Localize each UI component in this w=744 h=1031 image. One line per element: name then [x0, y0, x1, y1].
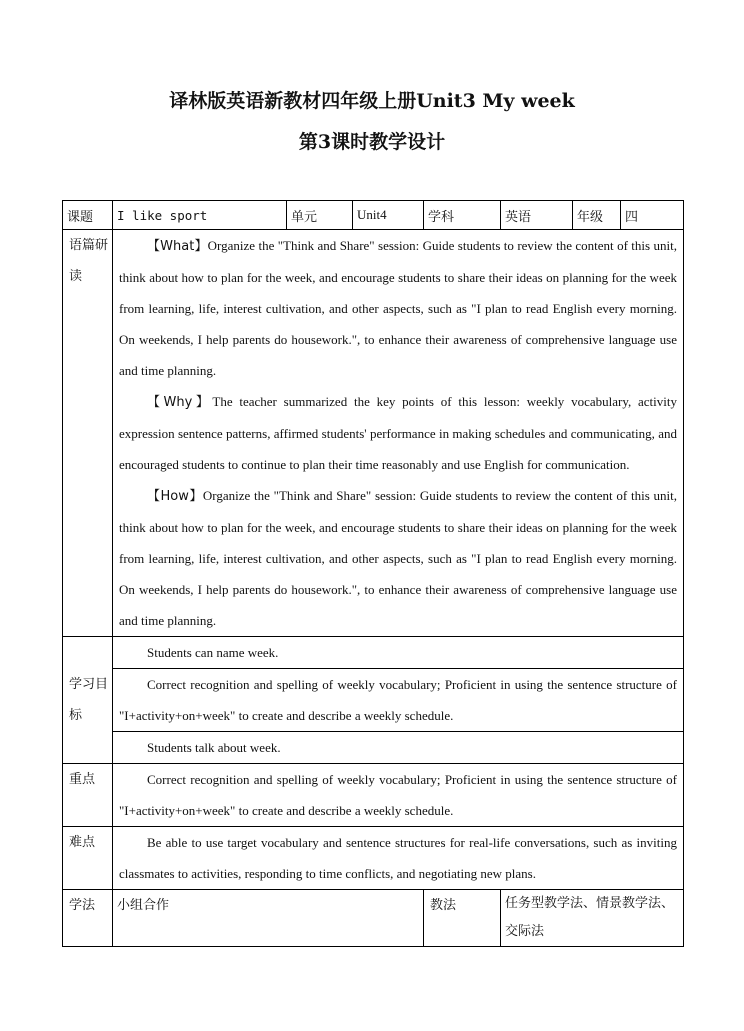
teaching-method-value: 任务型教学法、情景教学法、交际法 [501, 890, 684, 947]
objective-cell-2 [113, 669, 684, 732]
objective-row-2 [63, 669, 684, 732]
difficulties-row [63, 827, 684, 890]
unit-label: 单元 [287, 201, 353, 230]
topic-value: I like sport [113, 201, 287, 230]
learning-method-label: 学法 [63, 890, 113, 947]
objective-item-1: Students can name week. [147, 645, 279, 660]
subject-label: 学科 [424, 201, 501, 230]
difficulties-cell [113, 827, 684, 890]
grade-value: 四 [621, 201, 684, 230]
analysis-row [63, 230, 684, 637]
what-tag: 【What】 [147, 239, 208, 254]
how-text: Organize the "Think and Share" session: Guide students to review the content of this unit, think about how to plan for the week, and encourage students to share their ideas on planning for the week from learning, life, interest cultivation, and other aspects, such as "I plan to read English every morning. On weekends, I help parents do housework.", to enhance their awareness of comprehensive language use and time planning. [119, 488, 677, 628]
how-tag: 【How】 [147, 489, 203, 504]
objective-cell-3 [113, 732, 684, 764]
objectives-label: 学习目标 [63, 637, 113, 764]
key-points-label: 重点 [63, 764, 113, 827]
how-paragraph [119, 480, 677, 636]
teaching-method-label: 教法 [424, 890, 501, 947]
difficulties-text: Be able to use target vocabulary and sentence structures for real-life conversations, such as inviting classmates to activities, responding to time conflicts, and negotiating new plans. [119, 835, 677, 881]
why-paragraph [119, 386, 677, 480]
difficulties-label: 难点 [63, 827, 113, 890]
analysis-content [113, 230, 684, 637]
objective-row-3 [63, 732, 684, 764]
what-text: Organize the "Think and Share" session: Guide students to review the content of this unit, think about how to plan for the week, and encourage students to share their ideas on planning for the week from learning, life, interest cultivation, and other aspects, such as "I plan to read English every morning. On weekends, I help parents do housework.", to enhance their awareness of comprehensive language use and time planning. [119, 238, 677, 378]
objective-cell-1 [113, 637, 684, 669]
what-paragraph [119, 230, 677, 386]
document-title: 译林版英语新教材四年级上册Unit3 My week [169, 90, 575, 112]
key-points-row [63, 764, 684, 827]
subject-value: 英语 [501, 201, 573, 230]
methods-row [63, 890, 684, 947]
why-text: The teacher summarized the key points of this lesson: weekly vocabulary, activity expression sentence patterns, affirmed students' performance in making schedules and communicating, and encouraged students to continue to plan their time reasonably and use English for communication. [119, 394, 678, 472]
key-points-text: Correct recognition and spelling of weekly vocabulary; Proficient in using the sentence structure of "I+activity+on+week" to create and describe a weekly schedule. [119, 772, 677, 818]
unit-value: Unit4 [353, 201, 424, 230]
learning-method-value: 小组合作 [113, 890, 424, 947]
objective-item-2: Correct recognition and spelling of weekly vocabulary; Proficient in using the sentence structure of "I+activity+on+week" to create and describe a weekly schedule. [119, 677, 677, 723]
topic-label: 课题 [63, 201, 113, 230]
why-tag: 【Why】 [147, 395, 213, 410]
document-subtitle: 第3课时教学设计 [298, 131, 446, 153]
header-row [63, 201, 684, 230]
grade-label: 年级 [573, 201, 621, 230]
key-points-cell [113, 764, 684, 827]
objective-row-1 [63, 637, 684, 669]
lesson-plan-table [62, 200, 684, 947]
analysis-label: 语篇研读 [63, 230, 113, 637]
objective-item-3: Students talk about week. [147, 740, 281, 755]
